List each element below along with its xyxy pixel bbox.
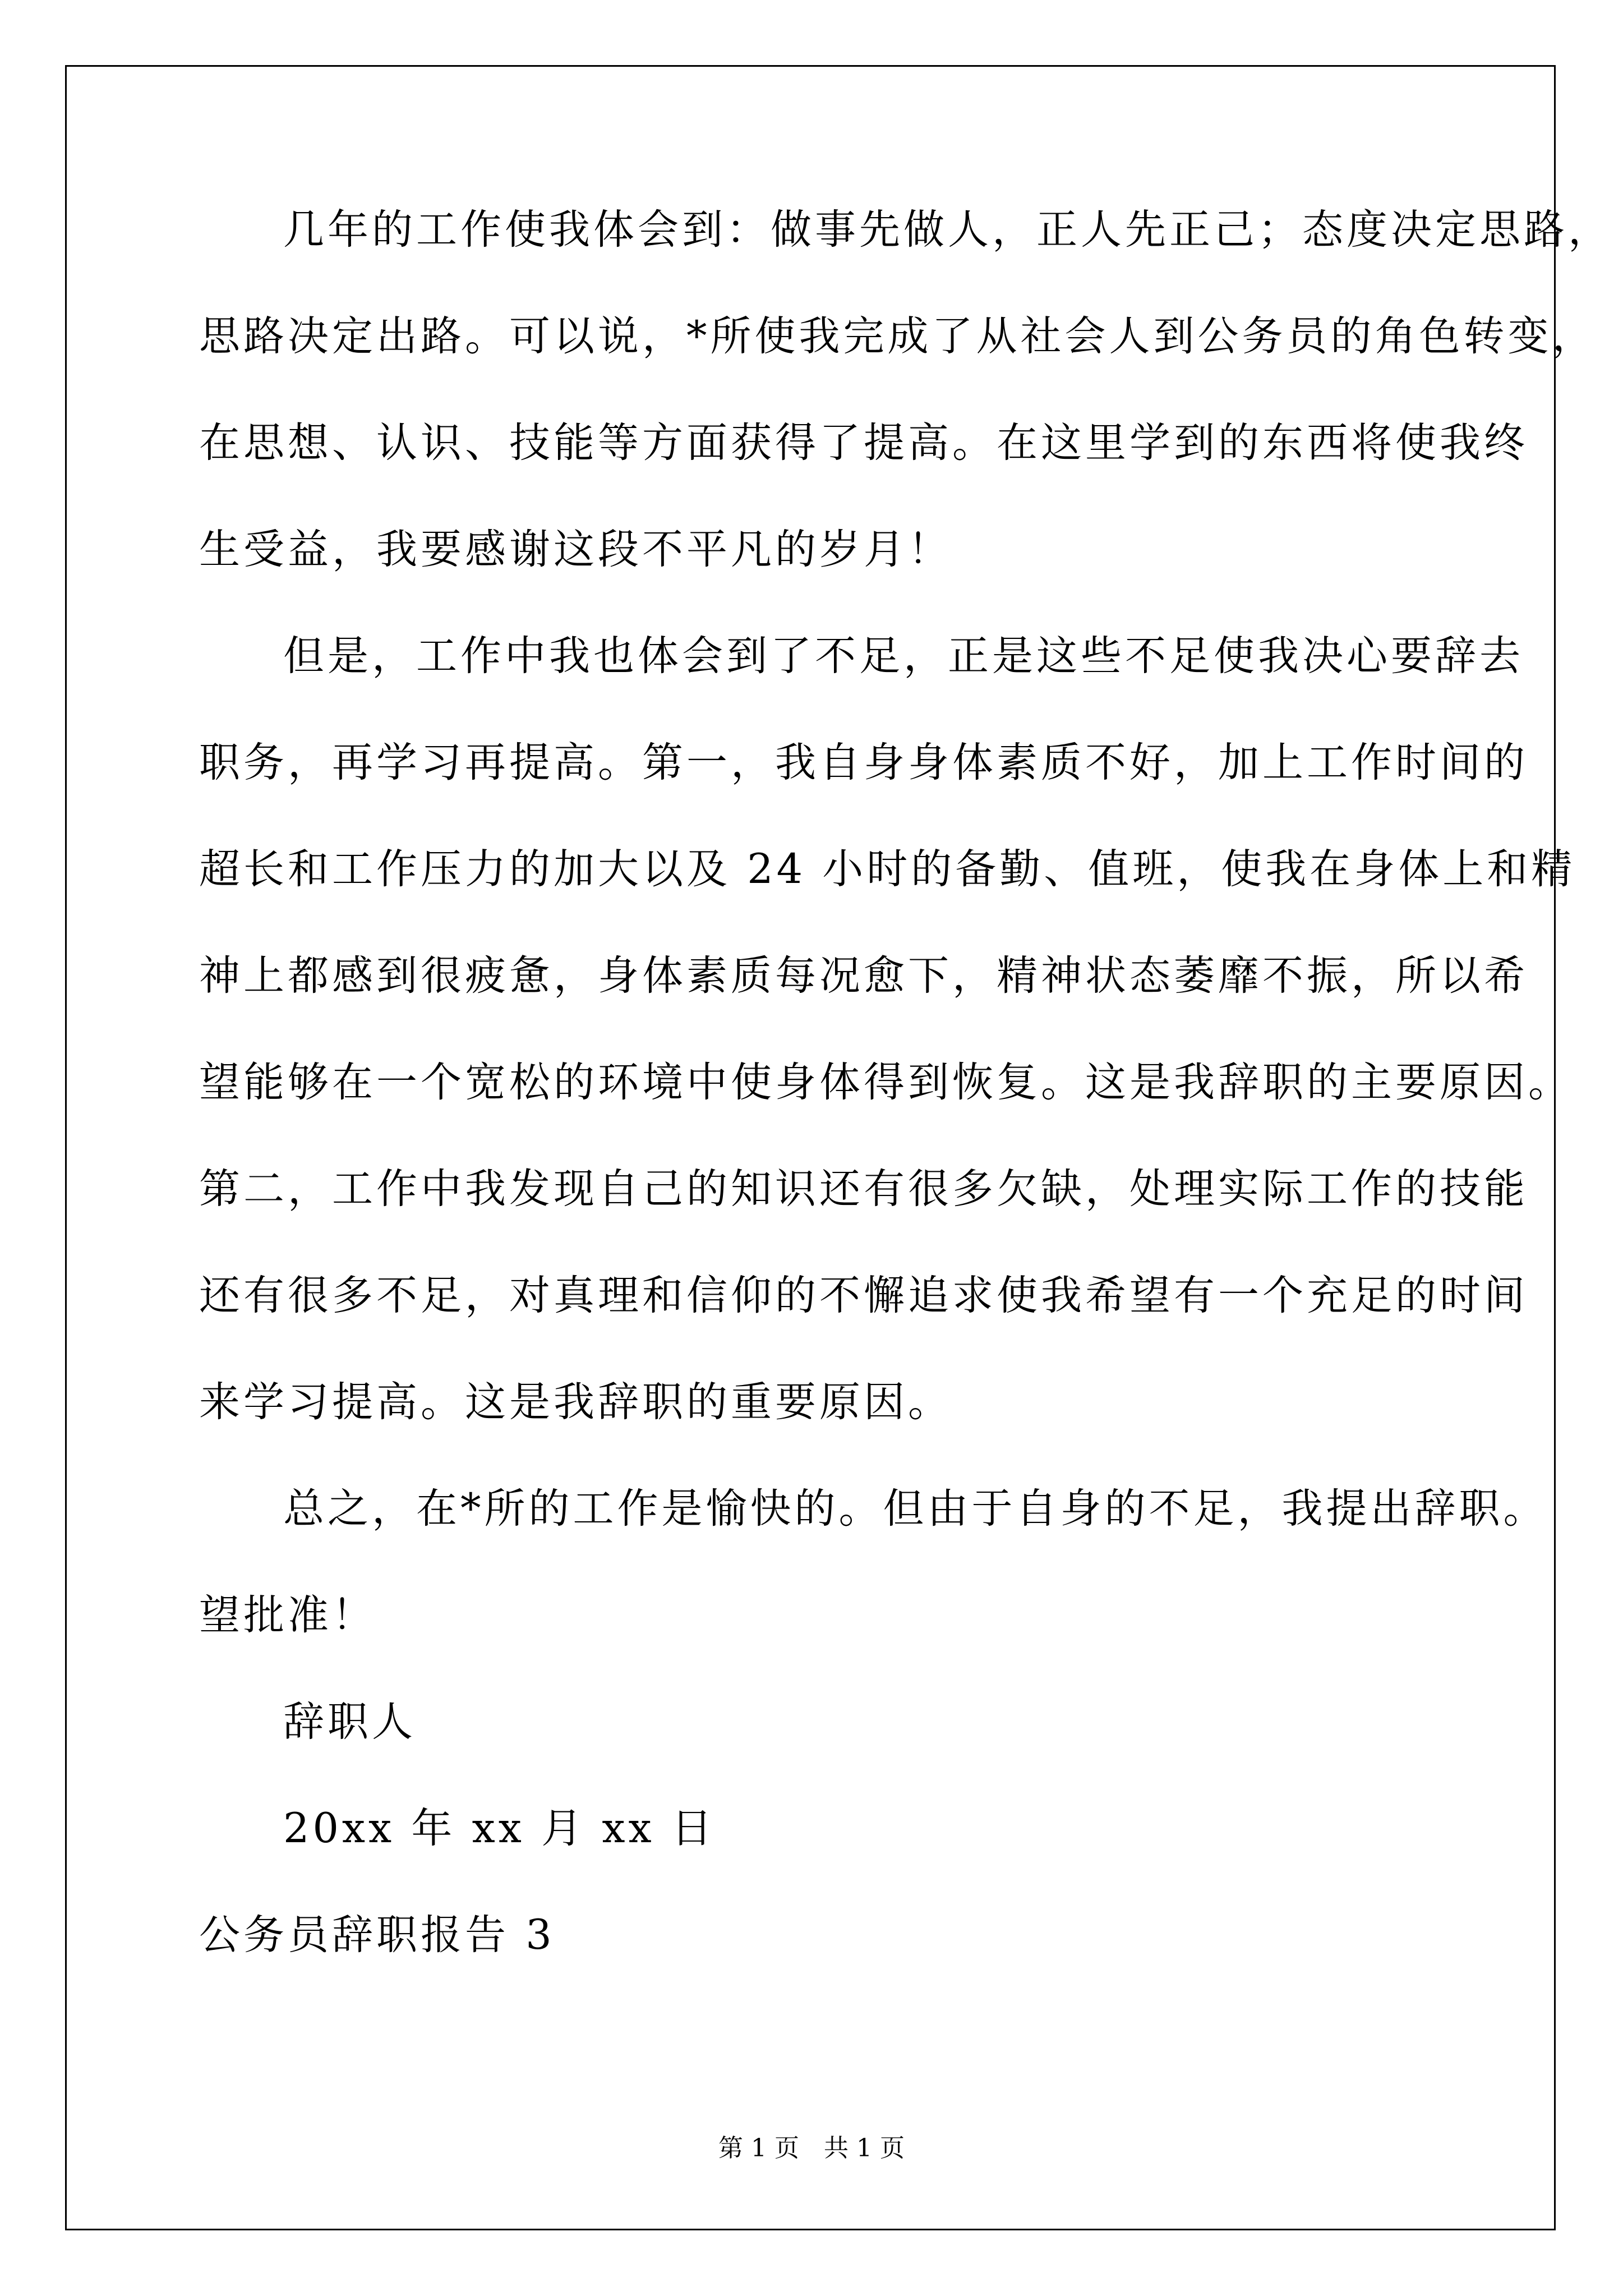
paragraph-3-line-2: 望批准！ [199,1591,376,1639]
paragraph-1-line-1: 几年的工作使我体会到：做事先做人，正人先正己；态度决定思路， [283,206,1612,254]
paragraph-2-line-3: 超长和工作压力的加大以及 24 小时的备勤、值班，使我在身体上和精 [199,845,1576,893]
paragraph-2-line-4: 神上都感到很疲惫，身体素质每况愈下，精神状态萎靡不振，所以希 [199,952,1528,1000]
paragraph-2-line-6: 第二，工作中我发现自己的知识还有很多欠缺，处理实际工作的技能 [199,1165,1528,1213]
signer-label: 辞职人 [283,1698,416,1746]
paragraph-2-line-8: 来学习提高。这是我辞职的重要原因。 [199,1378,952,1426]
paragraph-1-line-2: 思路决定出路。可以说，*所使我完成了从社会人到公务员的角色转变， [199,312,1597,360]
paragraph-1-line-4: 生受益，我要感谢这段不平凡的岁月！ [199,526,952,573]
date-line: 20xx 年 xx 月 xx 日 [283,1805,716,1852]
paragraph-1-line-3: 在思想、认识、技能等方面获得了提高。在这里学到的东西将使我终 [199,419,1528,467]
section-heading: 公务员辞职报告 3 [199,1911,555,1959]
paragraph-2-line-7: 还有很多不足，对真理和信仰的不懈追求使我希望有一个充足的时间 [199,1272,1528,1319]
paragraph-3-line-1: 总之，在*所的工作是愉快的。但由于自身的不足，我提出辞职。 [283,1485,1548,1533]
page-border [65,65,1612,2230]
paragraph-2-line-5: 望能够在一个宽松的环境中使身体得到恢复。这是我辞职的主要原因。 [199,1059,1573,1106]
paragraph-2-line-2: 职务，再学习再提高。第一，我自身身体素质不好，加上工作时间的 [199,739,1528,786]
page-footer: 第 1 页 共 1 页 [718,2134,905,2162]
paragraph-2-line-1: 但是，工作中我也体会到了不足，正是这些不足使我决心要辞去 [283,632,1524,680]
